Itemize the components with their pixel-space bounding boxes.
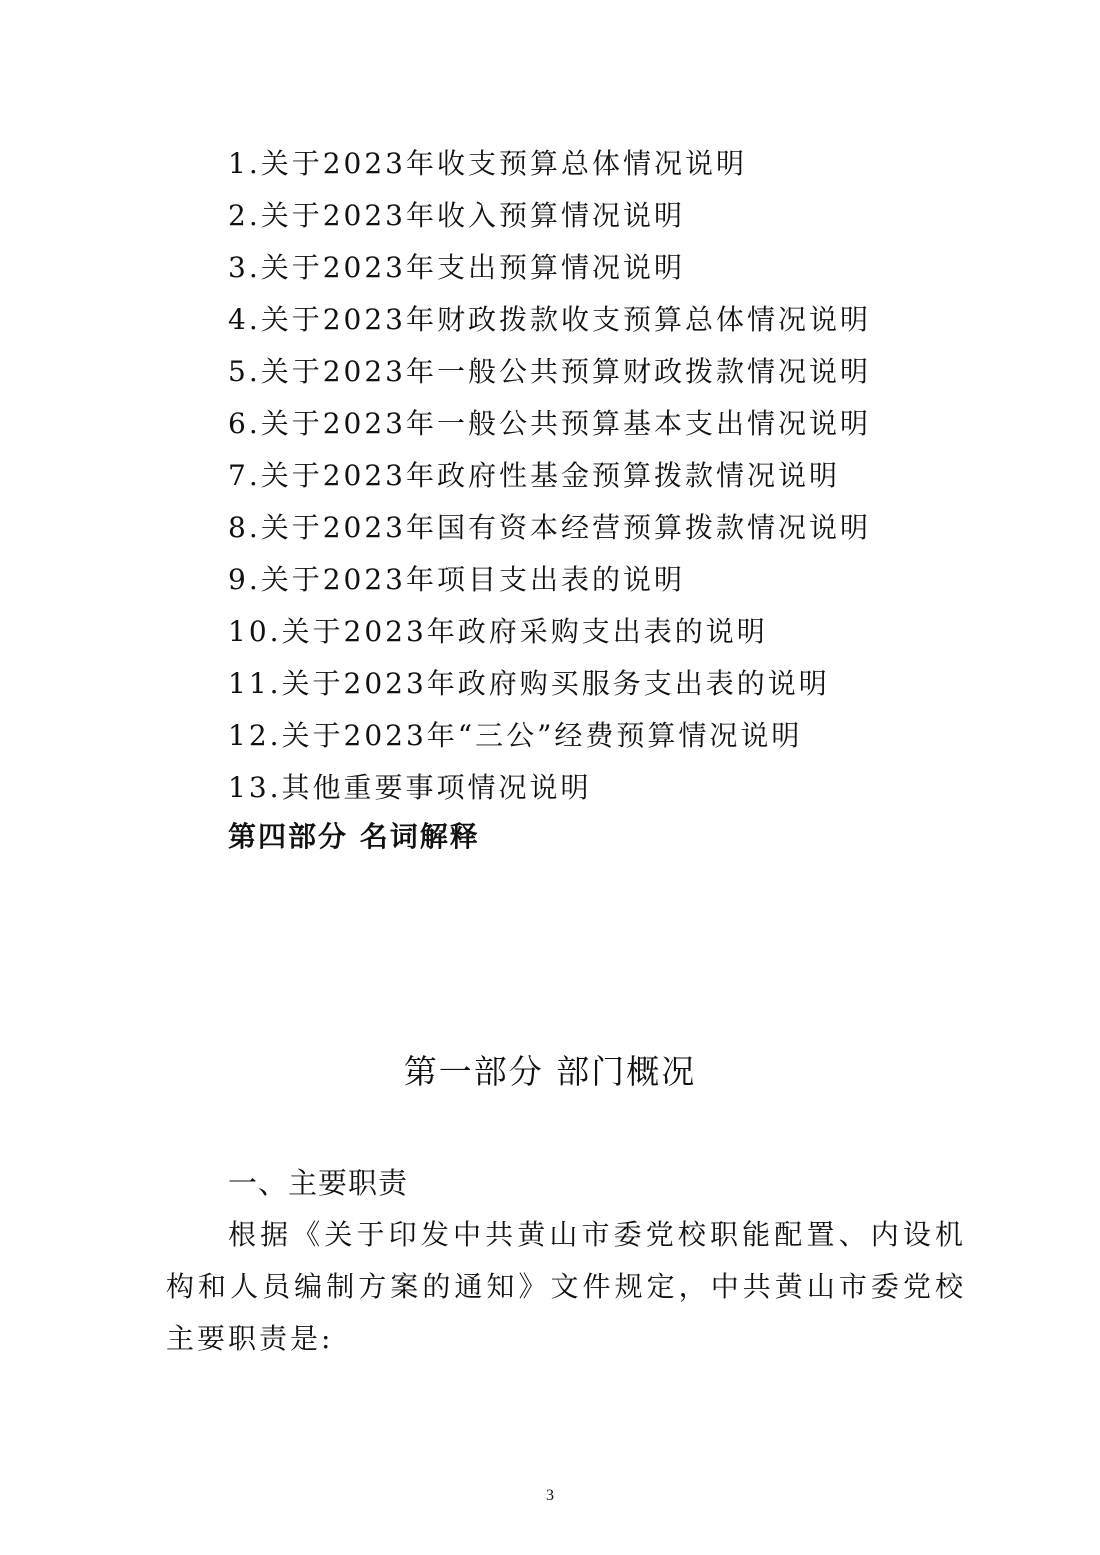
- table-of-contents: [228, 141, 988, 817]
- toc-item: 11.关于2023年政府购买服务支出表的说明: [228, 667, 830, 700]
- page-number: 3: [546, 1487, 554, 1504]
- part-four-heading: 第四部分 名词解释: [228, 820, 480, 853]
- toc-item: 13.其他重要事项情况说明: [228, 771, 592, 804]
- toc-item: 2.关于2023年收入预算情况说明: [228, 199, 685, 232]
- toc-item: 6.关于2023年一般公共预算基本支出情况说明: [228, 407, 871, 440]
- toc-item: 3.关于2023年支出预算情况说明: [228, 251, 685, 284]
- toc-item: 5.关于2023年一般公共预算财政拨款情况说明: [228, 355, 871, 388]
- section-title: 第一部分 部门概况: [403, 1052, 697, 1091]
- toc-item: 10.关于2023年政府采购支出表的说明: [228, 615, 768, 648]
- toc-item: 9.关于2023年项目支出表的说明: [228, 563, 685, 596]
- subsection-title: 一、主要职责: [228, 1166, 409, 1200]
- toc-item: 8.关于2023年国有资本经营预算拨款情况说明: [228, 511, 871, 544]
- toc-item: 7.关于2023年政府性基金预算拨款情况说明: [228, 459, 840, 492]
- body-paragraph: 根据《关于印发中共黄山市委党校职能配置、内设机构和人员编制方案的通知》文件规定，中共黄山市委党校主要职责是:: [166, 1218, 966, 1355]
- toc-item: 4.关于2023年财政拨款收支预算总体情况说明: [228, 303, 871, 336]
- toc-item: 1.关于2023年收支预算总体情况说明: [228, 147, 747, 180]
- toc-item: 12.关于2023年“三公”经费预算情况说明: [228, 719, 803, 752]
